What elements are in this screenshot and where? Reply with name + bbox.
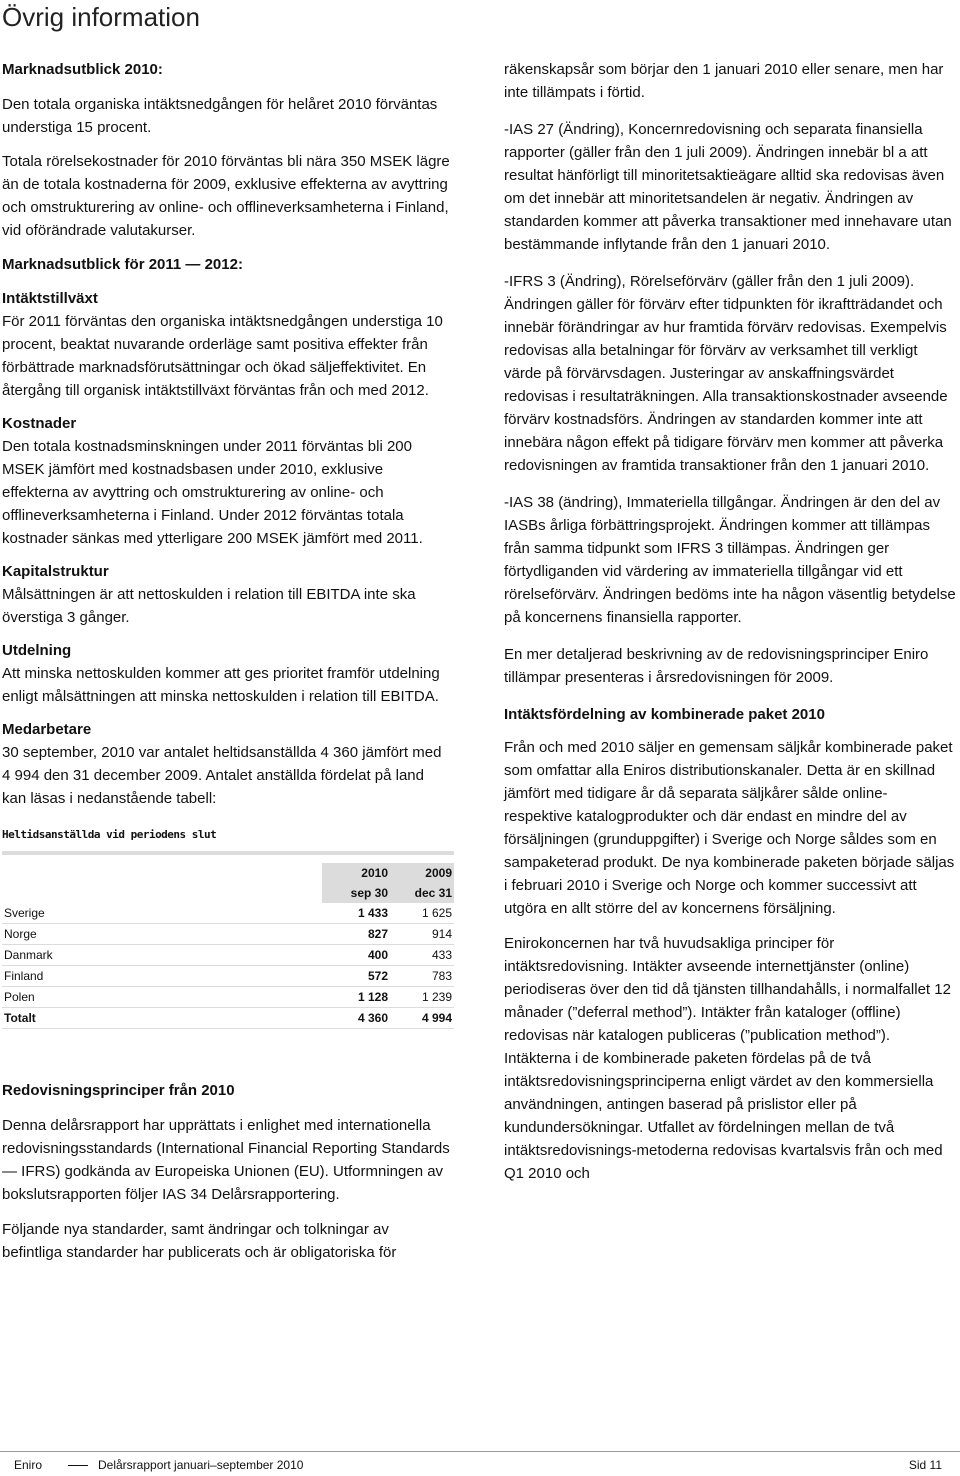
row-value-2010: 1 128	[322, 987, 390, 1008]
revenue-paragraph-1: Från och med 2010 säljer en gemensam säljkår kombinerade paket som omfattar alla Eniros distributionskanaler. Detta är en skillnad jämfört med tidigare år då separata säljkårer sålde online- respektive katalogprodukter och där endast en mindre del av försäljningen (grunduppgifter) i Sverige och Norge såldes som en sampaketerad produkt. De nya kombinerade paketen började säljas i februari 2010 i Sverige och Norge och kommer successivt att utgöra en allt större del av koncernens försäljning.	[504, 739, 955, 917]
left-column	[2, 58, 450, 1264]
header-year-previous: 2009	[390, 863, 454, 883]
header-date-current: sep 30	[322, 883, 390, 903]
outlook-2010-paragraph-2: Totala rörelsekostnader för 2010 förväntas bli nära 350 MSEK lägre än de totala kostnaderna för 2009, exklusive effekterna av avyttring och omstrukturering av online- och offlineverksamheterna i Finland, vid oförändrade valutakurser.	[2, 153, 450, 239]
ifrs3-paragraph: -IFRS 3 (Ändring), Rörelseförvärv (gäller från den 1 juli 2009). Ändringen gäller för förvärv efter tidpunkten för ikraftträdandet och innebär förändringar av hur framtida förvärv redovisas. Exempelvis redovisas alla betalningar för förvärv av verksamhet till verkligt värde på förvärvsdagen. Justeringar av anskaffningsvärdet redovisas i resultaträkningen. Alla transaktionskostnader avseende förvärv kostnadsförs. Ändringen av standarden kommer inte att innebära någon effekt på tidigare förvärv men kommer att påverka redovisningen av framtida transaktioner från den 1 januari 2010.	[504, 273, 948, 474]
row-label: Finland	[2, 966, 322, 987]
accounting-paragraph-1: Denna delårsrapport har upprättats i enlighet med internationella redovisningsstandards (International Financial Reporting Standards — IFRS) godkända av Europeiska Unionen (EU). Utformningen av bokslutsrapporten följer IAS 34 Delårsrapportering.	[2, 1117, 450, 1203]
accounting-paragraph-2: Följande nya standarder, samt ändringar och tolkningar av befintliga standarder har publicerats och är obligatoriska för	[2, 1221, 397, 1261]
footer-dash	[68, 1465, 88, 1466]
detail-paragraph: En mer detaljerad beskrivning av de redovisningsprinciper Eniro tillämpar presenteras i årsredovisningen för 2009.	[504, 646, 929, 686]
row-value-2010: 400	[322, 945, 390, 966]
employees-table	[2, 851, 454, 1029]
page-footer	[0, 1451, 960, 1474]
row-label: Danmark	[2, 945, 322, 966]
table-header-dates	[2, 883, 454, 903]
table-row	[2, 987, 454, 1008]
capital-structure-heading: Kapitalstruktur	[2, 563, 109, 580]
capital-structure-paragraph: Målsättningen är att nettoskulden i relation till EBITDA inte ska överstiga 3 gånger.	[2, 586, 416, 626]
footer-brand: Eniro	[14, 1458, 43, 1472]
dividend-paragraph: Att minska nettoskulden kommer att ges prioritet framför utdelning enligt målsättningen att minska nettoskulden i relation till EBITDA.	[2, 665, 440, 705]
ias38-paragraph: -IAS 38 (ändring), Immateriella tillgångar. Ändringen är den del av IASBs årliga förbättringsprojekt. Ändringen kommer att tillämpas från samma tidpunkt som IFRS 3 tillämpas. Ändringen ger förtydliganden vid värdering av immateriella tillgångar vid ett rörelseförvärv. Ändringen bedöms inte ha någon väsentlig betydelse på koncernens finansiella rapporter.	[504, 494, 956, 626]
row-label: Norge	[2, 924, 322, 945]
employees-table-title: Heltidsanställda vid periodens slut	[2, 828, 217, 841]
footer-page-number: Sid 11	[908, 1458, 942, 1472]
row-value-2010: 572	[322, 966, 390, 987]
total-label: Totalt	[2, 1008, 322, 1029]
row-label: Sverige	[2, 903, 322, 924]
table-header-years	[2, 863, 454, 883]
header-year-current: 2010	[322, 863, 390, 883]
accounting-heading: Redovisningsprinciper från 2010	[2, 1082, 235, 1099]
revenue-allocation-heading: Intäktsfördelning av kombinerade paket 2010	[504, 706, 825, 723]
ias27-paragraph: -IAS 27 (Ändring), Koncernredovisning och separata finansiella rapporter (gäller från den 1 juli 2009). Ändringen innebär bl a att resultat hänförligt till minoritetsaktieägare alltid ska redovisas även om det innebär att minoritetsandelen är negativ. Ändringen av standarden kommer att påverka transaktioner med innehavare utan bestämmande inflytande från den 1 januari 2010.	[504, 121, 952, 253]
row-value-2010: 1 433	[322, 903, 390, 924]
right-paragraph-1: räkenskapsår som börjar den 1 januari 2010 eller senare, men har inte tillämpats i förtid.	[504, 61, 944, 101]
row-value-2009: 433	[390, 945, 454, 966]
growth-heading: Intäktstillväxt	[2, 290, 98, 307]
row-value-2009: 1 239	[390, 987, 454, 1008]
revenue-paragraph-2: Enirokoncernen har två huvudsakliga principer för intäktsredovisning. Intäkter avseende internettjänster (online) periodiseras över den tid då tjänsten tillhandahålls, i normalfallet 12 månader (”deferral method”). Intäkter från kataloger (offline) redovisas när katalogen publiceras (”publication method”). Intäkterna i de kombinerade paketen fördelas på de två intäktsredovisningsprinciperna enligt värdet av den kommersiella användningen, antingen baserad på prislistor eller på kundundersökningar. Utfallet av fördelningen mellan de två intäktsredovisnings-metoderna redovisas kvartalsvis från och med Q1 2010 och	[504, 935, 951, 1182]
outlook-2010-paragraph-1: Den totala organiska intäktsnedgången för helåret 2010 förväntas understiga 15 procent.	[2, 96, 438, 136]
footer-report-title: Delårsrapport januari–september 2010	[98, 1458, 304, 1472]
header-date-previous: dec 31	[390, 883, 454, 903]
table-row	[2, 924, 454, 945]
table-row	[2, 903, 454, 924]
dividend-heading: Utdelning	[2, 642, 72, 659]
page-title: Övrig information	[2, 2, 200, 32]
table-row	[2, 945, 454, 966]
table-row	[2, 966, 454, 987]
row-value-2009: 783	[390, 966, 454, 987]
table-total-row	[2, 1008, 454, 1029]
total-value-2010: 4 360	[322, 1008, 390, 1029]
row-value-2009: 1 625	[390, 903, 454, 924]
right-column	[504, 58, 956, 1185]
costs-paragraph: Den totala kostnadsminskningen under 2011 förväntas bli 200 MSEK jämfört med kostnadsbasen under 2010, exklusive effekterna av avyttring och omstrukturering av online- och offlineverksamheterna i Finland. Under 2012 förväntas totala kostnader sänkas med ytterligare 200 MSEK jämfört med 2011.	[2, 438, 423, 547]
total-value-2009: 4 994	[390, 1008, 454, 1029]
outlook-2010-heading: Marknadsutblick 2010:	[2, 61, 163, 78]
staff-heading: Medarbetare	[2, 721, 92, 738]
row-value-2010: 827	[322, 924, 390, 945]
row-label: Polen	[2, 987, 322, 1008]
costs-heading: Kostnader	[2, 415, 77, 432]
staff-paragraph: 30 september, 2010 var antalet heltidsanställda 4 360 jämfört med 4 994 den 31 december 2009. Antalet anställda fördelat på land kan läsas i nedanstående tabell:	[2, 744, 442, 807]
outlook-2011-heading: Marknadsutblick för 2011 — 2012:	[2, 256, 243, 273]
growth-paragraph: För 2011 förväntas den organiska intäktsnedgången understiga 10 procent, beaktat nuvarande orderläge samt positiva effekter från förbättrade marknadsförutsättningar och ökad säljeffektivitet. En återgång till organisk intäktstillväxt förväntas från och med 2012.	[2, 313, 443, 399]
row-value-2009: 914	[390, 924, 454, 945]
